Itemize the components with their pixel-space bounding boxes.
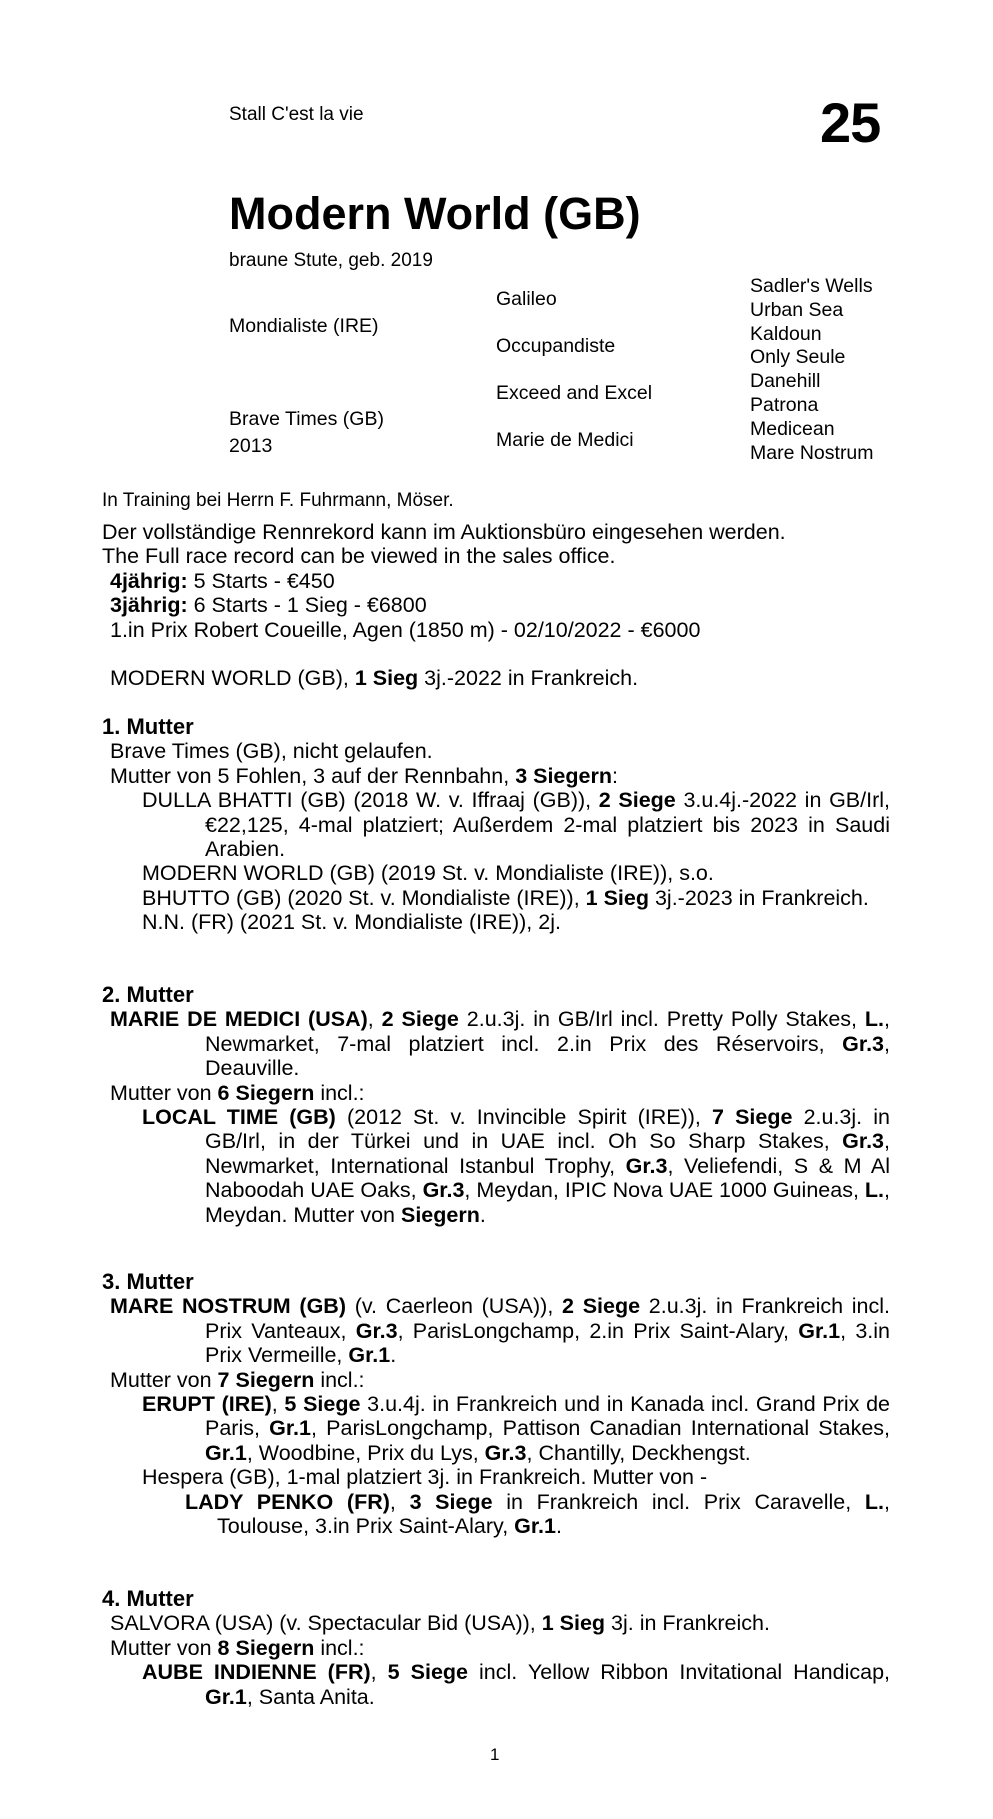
dam2-section xyxy=(102,983,890,1227)
text: 2.u.3j. in Frankreich incl. Prix Vanteaux, xyxy=(205,1294,890,1343)
wins: 2 Siege xyxy=(598,788,676,813)
dam3-heading: 3. Mutter xyxy=(102,1269,194,1294)
wins: 7 Siege xyxy=(712,1105,793,1130)
text: Mutter von 5 Fohlen, 3 auf der Rennbahn, xyxy=(110,763,516,788)
pedigree-ggp: Medicean xyxy=(750,417,835,440)
pedigree-ggp: Urban Sea xyxy=(750,298,844,321)
pedigree-ggp: Danehill xyxy=(750,370,821,393)
listed: L. xyxy=(864,1489,885,1514)
text: Mutter von xyxy=(110,1367,218,1392)
group: Gr.3 xyxy=(625,1153,668,1178)
group: Gr.3 xyxy=(842,1129,885,1154)
foal-name: ERUPT (IRE) xyxy=(142,1392,272,1417)
dam4-foal xyxy=(102,1660,890,1709)
age3-text: 6 Starts - 1 Sieg - €6800 xyxy=(187,593,427,618)
pedigree-dam-dam: Marie de Medici xyxy=(496,429,634,451)
dam-name: MARIE DE MEDICI (USA) xyxy=(110,1007,368,1032)
dam1-foal: N.N. (FR) (2021 St. v. Mondialiste (IRE)), 2j. xyxy=(142,910,561,935)
listed: L. xyxy=(864,1178,885,1203)
group: Gr.3 xyxy=(355,1318,398,1343)
pedigree-ggp: Only Seule xyxy=(750,346,846,369)
dam4-record xyxy=(102,1611,890,1635)
summary xyxy=(102,666,890,690)
summary-line xyxy=(102,666,890,690)
pedigree-sire-sire: Galileo xyxy=(496,288,557,310)
text: incl.: xyxy=(314,1080,365,1105)
text: , xyxy=(370,1660,388,1685)
dam1-line: Brave Times (GB), nicht gelaufen. xyxy=(110,739,433,764)
dam2-heading: 2. Mutter xyxy=(102,982,194,1007)
dam4-section xyxy=(102,1587,890,1709)
horse-description: braune Stute, geb. 2019 xyxy=(229,250,433,271)
dam1-produce xyxy=(102,764,890,788)
winners-count: 3 Siegern xyxy=(515,763,612,788)
dam2-produce xyxy=(102,1081,890,1105)
summary-wins: 1 Sieg xyxy=(354,666,419,690)
lot-number: 25 xyxy=(820,91,881,154)
text: , ParisLongchamp, Pattison Canadian International Stakes, xyxy=(311,1416,890,1441)
summary-text: 3j.-2022 in Frankreich. xyxy=(418,666,639,690)
listed: L. xyxy=(864,1007,885,1032)
text: incl. Yellow Ribbon Invitational Handicap, xyxy=(468,1660,890,1685)
pedigree-dam: Brave Times (GB) xyxy=(229,408,384,430)
text: DULLA BHATTI (GB) (2018 W. v. Iffraaj (GB)), xyxy=(142,788,599,813)
foal-name: AUBE INDIENNE (FR) xyxy=(142,1660,371,1685)
dam3-produce xyxy=(102,1368,890,1392)
text: 3.u.4j.-2022 in GB/Irl, €22,125, 4-mal platziert; Außerdem 2-mal platziert bis 2023 in Saudi Arabien. xyxy=(205,788,890,862)
text: , xyxy=(389,1489,410,1514)
group: Gr.1 xyxy=(348,1343,391,1368)
age4-record xyxy=(102,569,890,593)
text: Mutter von xyxy=(110,1080,218,1105)
text: (2012 St. v. Invincible Spirit (IRE)), xyxy=(335,1105,712,1130)
consignor-name: Stall C'est la vie xyxy=(229,104,364,125)
dam3-record xyxy=(102,1294,890,1367)
dam1-foal xyxy=(102,886,890,910)
text: . xyxy=(479,1202,486,1227)
text: . xyxy=(390,1343,397,1368)
text: . xyxy=(556,1514,562,1539)
dam1-heading: 1. Mutter xyxy=(102,714,194,739)
page-number: 1 xyxy=(490,1745,500,1764)
horse-name-title: Modern World (GB) xyxy=(229,188,641,239)
pedigree-third-generation xyxy=(750,275,874,465)
race-record xyxy=(102,520,890,642)
wins: 2 Siege xyxy=(381,1007,459,1032)
winners-count: 8 Siegern xyxy=(217,1635,315,1660)
dam2-record xyxy=(102,1007,890,1080)
group: Gr.1 xyxy=(514,1514,556,1539)
text: 3.u.4j. in Frankreich und in Kanada incl. Grand Prix de Paris, xyxy=(205,1392,891,1441)
race-record-note-en: The Full race record can be viewed in the sales office. xyxy=(102,544,616,569)
text: , xyxy=(367,1007,382,1032)
dam4-heading: 4. Mutter xyxy=(102,1586,194,1611)
pedigree-ggp: Sadler's Wells xyxy=(750,275,873,297)
text: : xyxy=(611,763,618,788)
pedigree-ggp: Patrona xyxy=(750,393,819,416)
age3-record xyxy=(102,593,890,617)
text: , Veliefendi, S & M Al Naboodah UAE Oaks, xyxy=(205,1153,890,1203)
summary-text: MODERN WORLD (GB), xyxy=(110,666,355,690)
group: Gr.1 xyxy=(798,1318,841,1343)
age4-text: 5 Starts - €450 xyxy=(187,568,335,593)
age3-label: 3jährig: xyxy=(110,593,188,618)
text: 3j.-2023 in Frankreich. xyxy=(648,885,869,910)
wins: 3 Siege xyxy=(409,1489,493,1514)
group: Gr.1 xyxy=(269,1416,311,1441)
wins: 2 Siege xyxy=(562,1294,641,1319)
text: Mutter von xyxy=(110,1635,218,1660)
text: , Meydan. Mutter von xyxy=(205,1178,891,1227)
wins: 1 Sieg xyxy=(541,1611,606,1636)
text: , Meydan, IPIC Nova UAE 1000 Guineas, xyxy=(464,1178,865,1203)
training-info: In Training bei Herrn F. Fuhrmann, Möser. xyxy=(102,490,454,511)
text: incl.: xyxy=(314,1367,365,1392)
text: 2.u.3j. in GB/Irl, in der Türkei und in UAE incl. Oh So Sharp Stakes, xyxy=(205,1105,890,1154)
group: Gr.1 xyxy=(205,1684,247,1709)
wins: 1 Sieg xyxy=(585,885,649,910)
dam1-foal: MODERN WORLD (GB) (2019 St. v. Mondialiste (IRE)), s.o. xyxy=(142,861,714,886)
dam3-foal xyxy=(102,1392,890,1465)
text: , ParisLongchamp, 2.in Prix Saint-Alary, xyxy=(397,1318,799,1343)
wins: 5 Siege xyxy=(284,1392,361,1417)
text: SALVORA (USA) (v. Spectacular Bid (USA)), xyxy=(110,1611,542,1636)
dam-name: MARE NOSTRUM (GB) xyxy=(110,1294,346,1319)
text: , Santa Anita. xyxy=(246,1684,375,1709)
group: Gr.3 xyxy=(484,1440,527,1465)
group: Gr.3 xyxy=(422,1178,465,1203)
text: , Chantilly, Deckhengst. xyxy=(526,1440,751,1465)
winners-count: 6 Siegern xyxy=(217,1080,315,1105)
dam3-hespera: Hespera (GB), 1-mal platziert 3j. in Frankreich. Mutter von - xyxy=(142,1465,708,1490)
text: , xyxy=(271,1392,285,1417)
race-record-note-de: Der vollständige Rennrekord kann im Auktionsbüro eingesehen werden. xyxy=(102,520,786,544)
text: , Toulouse, 3.in Prix Saint-Alary, xyxy=(217,1489,891,1539)
text: incl.: xyxy=(314,1635,365,1660)
text: , 3.in Prix Vermeille, xyxy=(205,1318,890,1368)
winners-count: 7 Siegern xyxy=(217,1367,315,1392)
text: , Deauville. xyxy=(205,1031,890,1081)
text: , Newmarket, International Istanbul Trophy, xyxy=(205,1129,890,1178)
pedigree-ggp: Kaldoun xyxy=(750,322,822,345)
pedigree-dam-sire: Exceed and Excel xyxy=(496,382,653,404)
dam4-produce xyxy=(102,1636,890,1660)
text: , Newmarket, 7-mal platziert incl. 2.in Prix des Réservoirs, xyxy=(205,1007,891,1056)
text: , Woodbine, Prix du Lys, xyxy=(246,1440,485,1465)
pedigree-sire: Mondialiste (IRE) xyxy=(229,315,379,337)
dam2-foal xyxy=(102,1105,890,1227)
text: 2.u.3j. in GB/Irl incl. Pretty Polly Stakes, xyxy=(458,1007,865,1032)
group: Gr.1 xyxy=(205,1440,247,1465)
win-line: 1.in Prix Robert Coueille, Agen (1850 m) - 02/10/2022 - €6000 xyxy=(110,617,701,642)
foal-name: LADY PENKO (FR) xyxy=(185,1489,390,1514)
text: in Frankreich incl. Prix Caravelle, xyxy=(492,1489,865,1514)
text: BHUTTO (GB) (2020 St. v. Mondialiste (IRE)), xyxy=(142,885,586,910)
wins: 5 Siege xyxy=(387,1660,468,1685)
pedigree-dam-year: 2013 xyxy=(229,435,273,457)
dam1-section xyxy=(102,715,890,935)
dam3-granddaughter xyxy=(102,1490,890,1539)
dam1-foal xyxy=(102,788,890,861)
foal-name: LOCAL TIME (GB) xyxy=(142,1105,336,1130)
age4-label: 4jährig: xyxy=(110,568,188,593)
winners: Siegern xyxy=(400,1202,480,1227)
pedigree-sire-dam: Occupandiste xyxy=(496,335,616,357)
dam3-section xyxy=(102,1270,890,1538)
pedigree-ggp: Mare Nostrum xyxy=(750,441,874,464)
text: 3j. in Frankreich. xyxy=(605,1611,770,1636)
text: (v. Caerleon (USA)), xyxy=(345,1294,563,1319)
group: Gr.3 xyxy=(842,1031,885,1056)
